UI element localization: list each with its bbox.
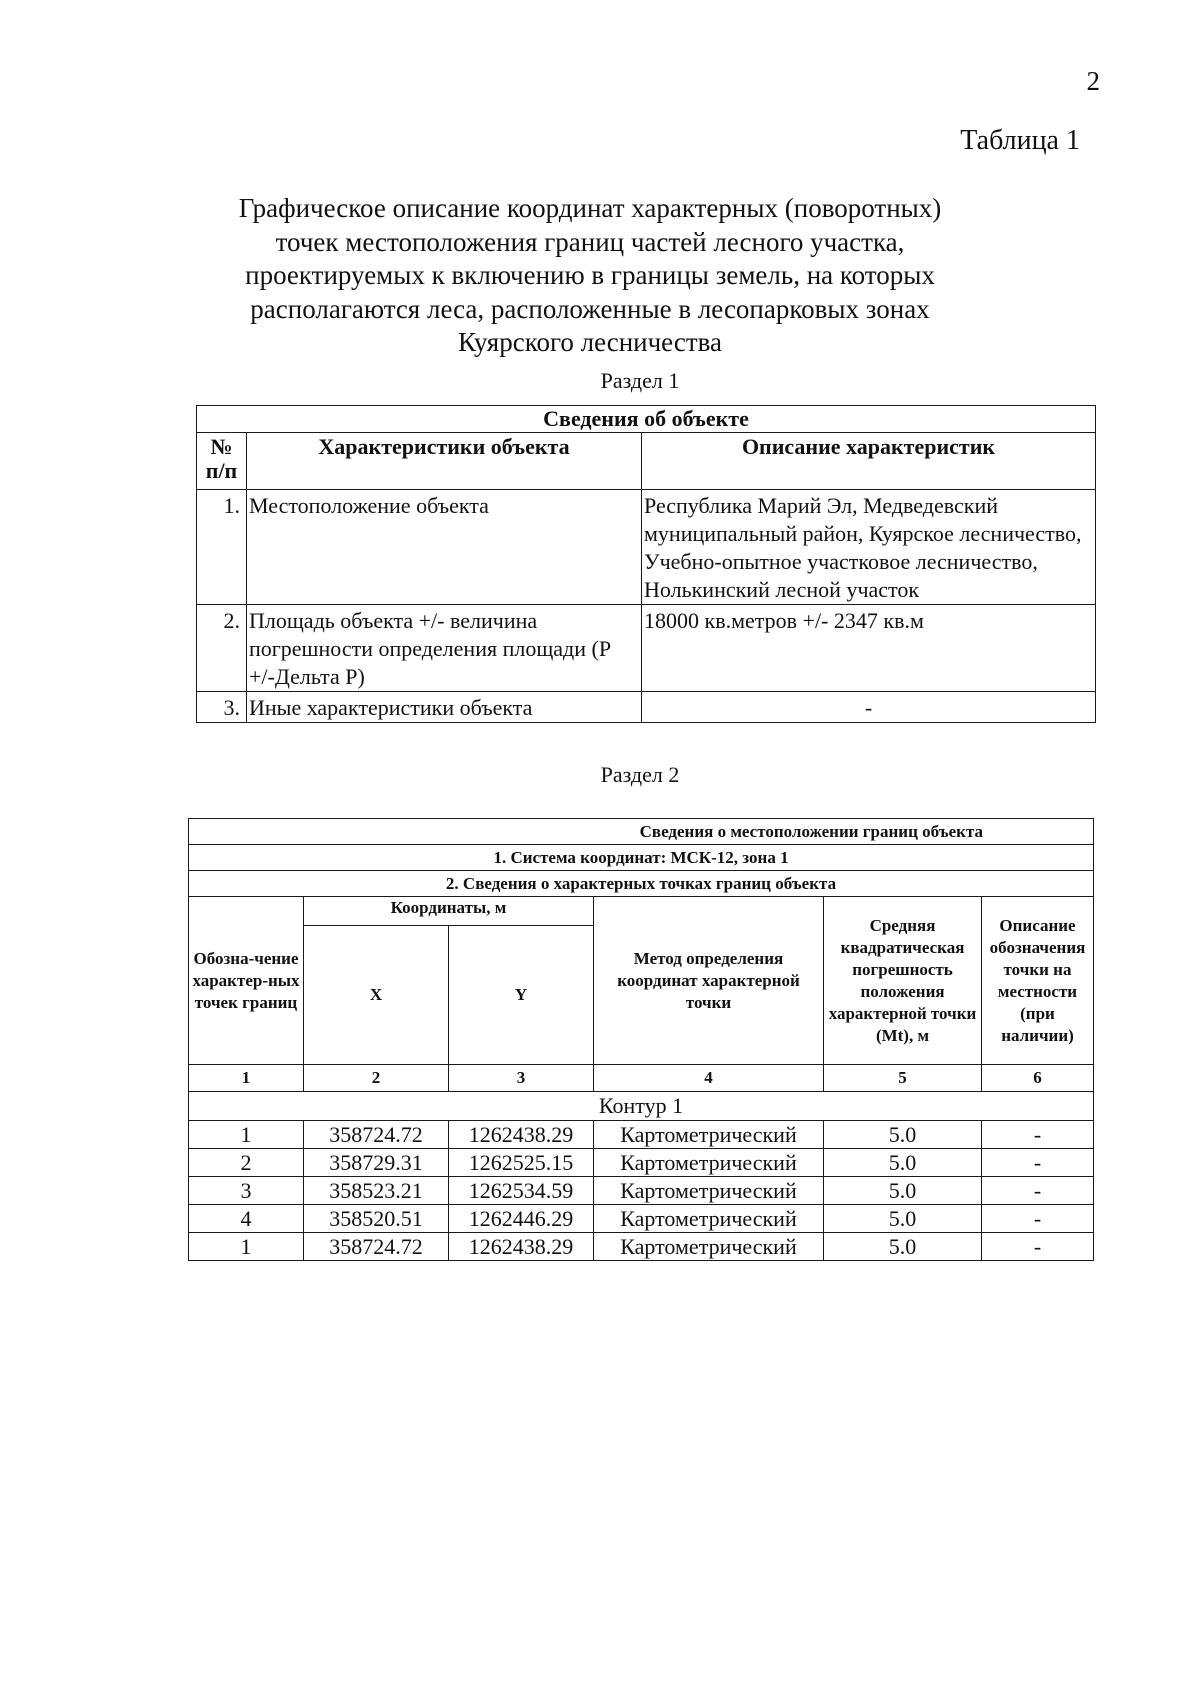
row-characteristic: Площадь объекта +/- величина погрешности определения площади (Р +/-Дельта Р) xyxy=(247,605,642,692)
point-mt: 5.0 xyxy=(824,1121,982,1149)
point-desc: - xyxy=(982,1149,1094,1177)
point-id: 2 xyxy=(189,1149,304,1177)
contour-row xyxy=(189,1092,1094,1121)
point-x: 358523.21 xyxy=(304,1177,449,1205)
row-description: Республика Марий Эл, Медведевский муниципальный район, Куярское лесничество, Учебно-опытное участковое лесничество, Нолькинский лесной участок xyxy=(642,490,1096,605)
point-desc: - xyxy=(982,1205,1094,1233)
header-description: Описание характеристик xyxy=(642,433,1096,490)
header-characteristic: Характеристики объекта xyxy=(247,433,642,490)
heading-line: Графическое описание координат характерных (поворотных) xyxy=(238,193,942,223)
header-designation: Обозна-чение характер-ных точек границ xyxy=(189,897,304,1065)
point-desc: - xyxy=(982,1177,1094,1205)
coord-system-row xyxy=(189,845,1094,871)
points-caption-row xyxy=(189,871,1094,897)
column-number: 1 xyxy=(189,1065,304,1092)
point-method: Картометрический xyxy=(594,1177,824,1205)
page-number: 2 xyxy=(1086,66,1100,96)
point-x: 358520.51 xyxy=(304,1205,449,1233)
document-heading xyxy=(180,192,1000,360)
section1-label: Раздел 1 xyxy=(600,368,680,393)
column-number: 3 xyxy=(449,1065,594,1092)
object-table-caption: Сведения об объекте xyxy=(197,406,1096,433)
header-x: X xyxy=(304,926,449,1065)
contour-label: Контур 1 xyxy=(189,1092,1094,1121)
table-row xyxy=(197,692,1096,723)
table-header-row xyxy=(197,433,1096,490)
boundary-points-table xyxy=(188,818,1094,1261)
header-coordinates: Координаты, м xyxy=(304,897,594,926)
point-y: 1262525.15 xyxy=(449,1149,594,1177)
point-method: Картометрический xyxy=(594,1121,824,1149)
table-row xyxy=(197,605,1096,692)
point-mt: 5.0 xyxy=(824,1205,982,1233)
header-y: Y xyxy=(449,926,594,1065)
heading-line: точек местоположения границ частей лесного участка, xyxy=(275,226,905,257)
point-id: 1 xyxy=(189,1121,304,1149)
heading-line: располагаются леса, расположенные в лесопарковых зонах xyxy=(250,293,930,324)
point-x: 358724.72 xyxy=(304,1233,449,1261)
point-method: Картометрический xyxy=(594,1233,824,1261)
point-y: 1262534.59 xyxy=(449,1177,594,1205)
column-number: 6 xyxy=(982,1065,1094,1092)
row-num: 2. xyxy=(197,605,247,692)
point-mt: 5.0 xyxy=(824,1177,982,1205)
table-caption-row xyxy=(189,819,1094,845)
column-number-row xyxy=(189,1065,1094,1092)
point-id: 1 xyxy=(189,1233,304,1261)
table-row xyxy=(189,1177,1094,1205)
table-row xyxy=(189,1149,1094,1177)
row-description: - xyxy=(642,692,1096,723)
header-error: Средняя квадратическая погрешность положения характерной точки (Mt), м xyxy=(824,897,982,1065)
table-row xyxy=(197,490,1096,605)
point-y: 1262438.29 xyxy=(449,1233,594,1261)
header-point-description: Описание обозначения точки на местности (при наличии) xyxy=(982,897,1094,1065)
boundary-table-caption: Сведения о местоположении границ объекта xyxy=(189,819,1094,845)
column-number: 4 xyxy=(594,1065,824,1092)
point-mt: 5.0 xyxy=(824,1233,982,1261)
table-row xyxy=(189,1205,1094,1233)
table-row xyxy=(189,1121,1094,1149)
point-mt: 5.0 xyxy=(824,1149,982,1177)
row-num: 1. xyxy=(197,490,247,605)
column-number: 2 xyxy=(304,1065,449,1092)
heading-line: Куярского лесничества xyxy=(457,327,722,357)
point-id: 4 xyxy=(189,1205,304,1233)
point-method: Картометрический xyxy=(594,1149,824,1177)
point-x: 358724.72 xyxy=(304,1121,449,1149)
row-characteristic: Местоположение объекта xyxy=(247,490,642,605)
header-num: № п/п xyxy=(197,433,247,490)
row-description: 18000 кв.метров +/- 2347 кв.м xyxy=(642,605,1096,692)
coord-system: 1. Система координат: МСК-12, зона 1 xyxy=(189,845,1094,871)
object-info-table xyxy=(196,405,1096,723)
point-x: 358729.31 xyxy=(304,1149,449,1177)
header-method: Метод определения координат характерной точки xyxy=(594,897,824,1065)
column-number: 5 xyxy=(824,1065,982,1092)
table-row xyxy=(189,1233,1094,1261)
table-caption-row xyxy=(197,406,1096,433)
row-characteristic: Иные характеристики объекта xyxy=(247,692,642,723)
point-method: Картометрический xyxy=(594,1205,824,1233)
point-y: 1262438.29 xyxy=(449,1121,594,1149)
point-id: 3 xyxy=(189,1177,304,1205)
point-y: 1262446.29 xyxy=(449,1205,594,1233)
section2-label: Раздел 2 xyxy=(600,762,680,787)
table-label: Таблица 1 xyxy=(960,125,1080,156)
point-desc: - xyxy=(982,1233,1094,1261)
column-header-row xyxy=(189,897,1094,926)
heading-line: проектируемых к включению в границы земель, на которых xyxy=(245,260,935,290)
row-num: 3. xyxy=(197,692,247,723)
point-desc: - xyxy=(982,1121,1094,1149)
points-caption: 2. Сведения о характерных точках границ объекта xyxy=(189,871,1094,897)
